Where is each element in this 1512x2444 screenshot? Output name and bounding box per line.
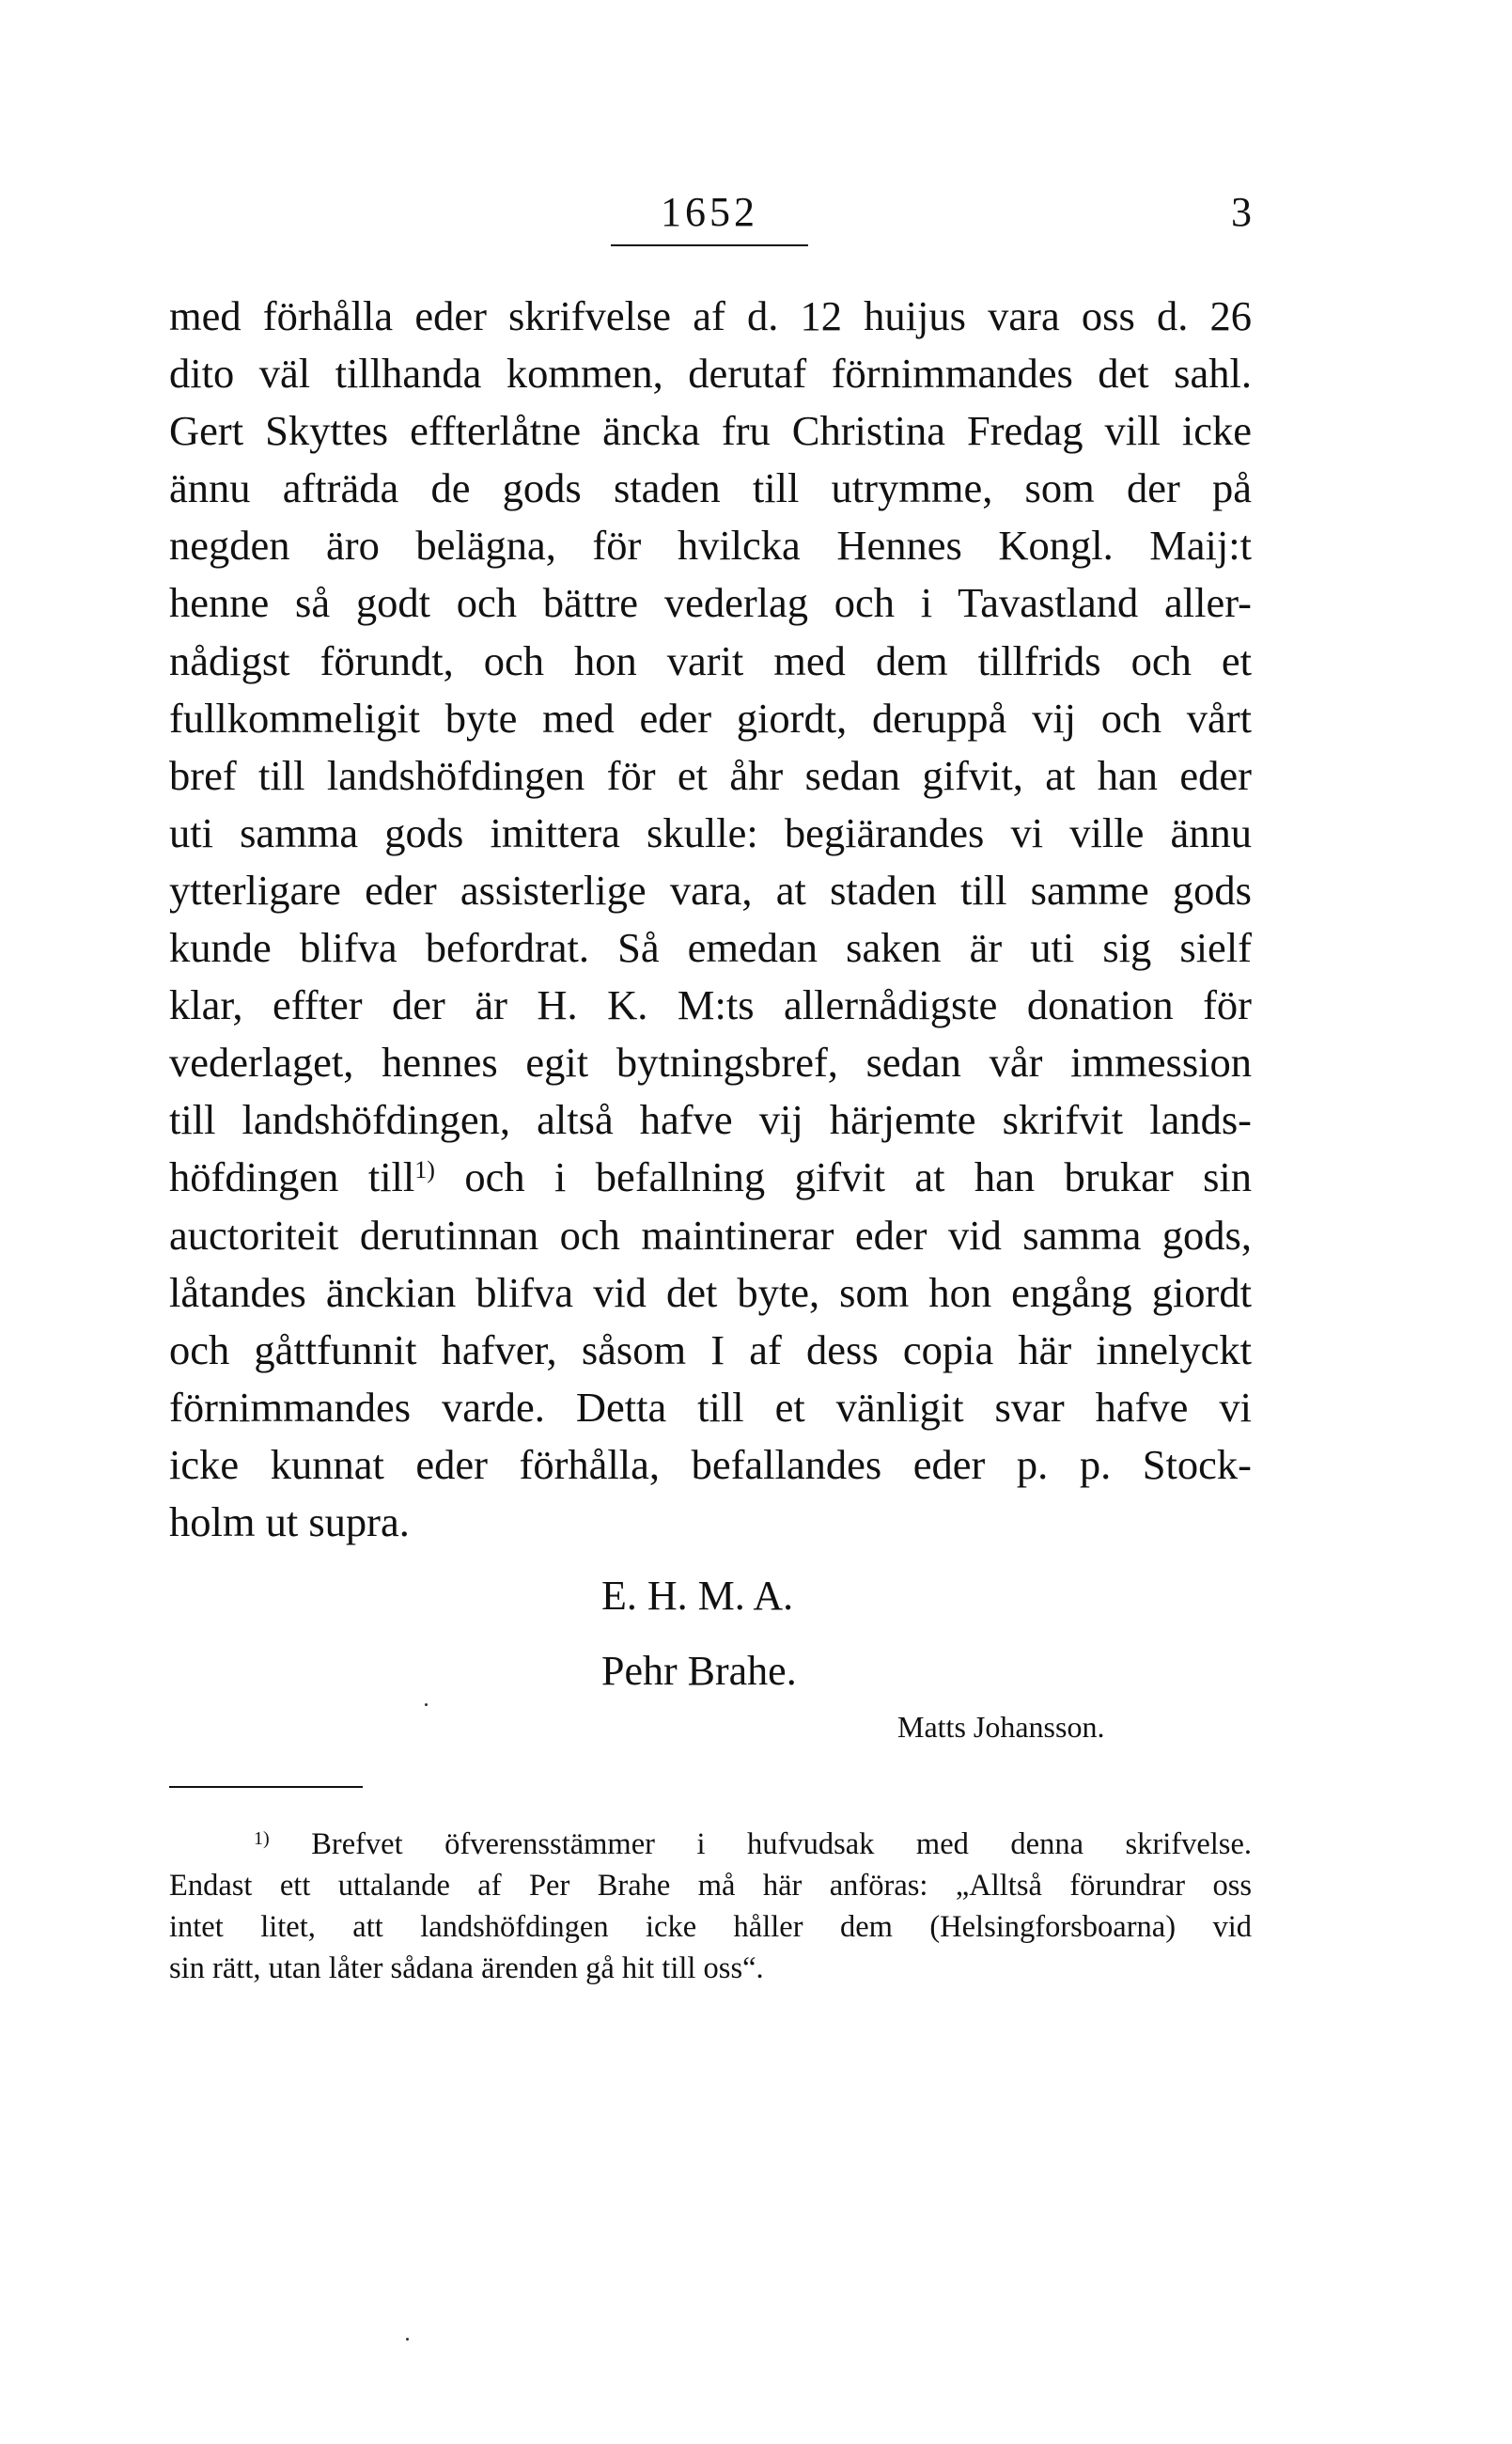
body-line: förnimmandes varde. Detta till et vänligit svar hafve vi bbox=[169, 1383, 1252, 1431]
year-underline bbox=[611, 244, 808, 246]
page-header bbox=[169, 186, 1252, 252]
body-line: klar, effter der är H. K. M:ts allernådigste donation för bbox=[169, 981, 1252, 1029]
footnote-line: Endast ett uttalande af Per Brahe må här anföras: „Alltså förundrar oss bbox=[169, 1869, 1252, 1903]
body-line: bref till landshöfdingen för et åhr sedan gifvit, at han eder bbox=[169, 751, 1252, 799]
body-line: fullkommeligit byte med eder giordt, deruppå vij och vårt bbox=[169, 694, 1252, 742]
closing-initials: E. H. M. A. bbox=[601, 1573, 794, 1619]
body-line: dito väl tillhanda kommen, derutaf förnimmandes det sahl. bbox=[169, 350, 1252, 398]
body-line: auctoriteit derutinnan och maintinerar eder vid samma gods, bbox=[169, 1211, 1252, 1259]
body-line: kunde blifva befordrat. Så emedan saken är uti sig sielf bbox=[169, 924, 1252, 972]
letter-body bbox=[169, 288, 1252, 1551]
body-line: nådigst förundt, och hon varit med dem tillfrids och et bbox=[169, 636, 1252, 684]
footnote-line: sin rätt, utan låter sådana ärenden gå hit till oss“. bbox=[169, 1951, 764, 1985]
footnote-line: intet litet, att landshöfdingen icke håller dem (Helsingforsboarna) vid bbox=[169, 1910, 1252, 1944]
footnote-line-text: Brefvet öfverensstämmer i hufvudsak med denna skrifvelse. bbox=[269, 1827, 1252, 1861]
closing-signature: Pehr Brahe. bbox=[601, 1648, 797, 1694]
body-line: ytterligare eder assisterlige vara, at staden till samme gods bbox=[169, 866, 1252, 914]
footnote bbox=[169, 1824, 1252, 1989]
footnote-line bbox=[169, 1824, 1252, 1865]
body-line: ännu afträda de gods staden till utrymme, som der på bbox=[169, 464, 1252, 512]
secretary-signature: Matts Johansson. bbox=[897, 1710, 1105, 1744]
footnote-marker: 1) bbox=[254, 1828, 270, 1849]
body-line: holm ut supra. bbox=[169, 1497, 410, 1545]
body-line: henne så godt och bättre vederlag och i Tavastland aller- bbox=[169, 579, 1252, 627]
body-line: negden äro belägna, för hvilcka Hennes Kongl. Maij:t bbox=[169, 522, 1252, 570]
running-head-year: 1652 bbox=[661, 189, 758, 235]
footnote-divider bbox=[169, 1786, 363, 1788]
body-line: uti samma gods imittera skulle: begiärandes vi ville ännu bbox=[169, 808, 1252, 856]
page-number: 3 bbox=[1231, 189, 1252, 235]
body-line: vederlaget, hennes egit bytningsbref, sedan vår immession bbox=[169, 1039, 1252, 1087]
body-line-with-footnote-ref bbox=[169, 1149, 1252, 1206]
body-line: låtandes änckian blifva vid det byte, som hon engång giordt bbox=[169, 1268, 1252, 1316]
print-speck bbox=[406, 2338, 409, 2341]
body-line: till landshöfdingen, altså hafve vij härjemte skrifvit lands- bbox=[169, 1096, 1252, 1144]
body-line: med förhålla eder skrifvelse af d. 12 huijus vara oss d. 26 bbox=[169, 292, 1252, 339]
body-line: icke kunnat eder förhålla, befallandes eder p. p. Stock- bbox=[169, 1440, 1252, 1488]
print-speck bbox=[425, 1703, 428, 1706]
footnote-reference: 1) bbox=[414, 1156, 435, 1184]
body-line: Gert Skyttes effterlåtne äncka fru Christina Fredag vill icke bbox=[169, 407, 1252, 455]
body-line-end: och i befallning gifvit at han brukar sin bbox=[434, 1153, 1253, 1201]
body-line: och gåttfunnit hafver, såsom I af dess copia här innelyckt bbox=[169, 1325, 1252, 1373]
body-line-start: höfdingen till bbox=[169, 1153, 415, 1201]
